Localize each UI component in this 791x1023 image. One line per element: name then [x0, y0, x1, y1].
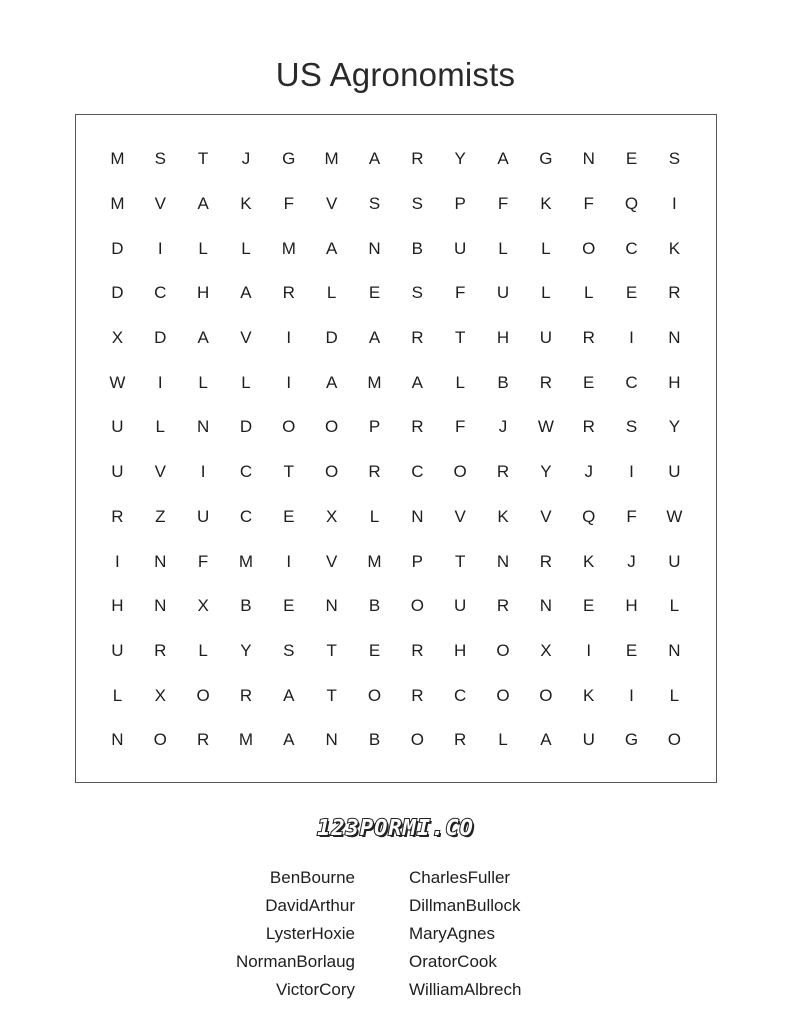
grid-cell[interactable]: S — [411, 194, 423, 214]
grid-cell[interactable]: L — [241, 238, 251, 258]
grid-cell[interactable]: R — [411, 640, 424, 660]
grid-cell[interactable]: D — [154, 328, 167, 348]
grid-cell[interactable]: A — [197, 194, 209, 214]
grid-cell[interactable]: P — [454, 194, 466, 214]
grid-cell[interactable]: O — [453, 462, 467, 482]
grid-cell[interactable]: S — [368, 194, 381, 214]
word-list-item: BenBourne — [269, 868, 355, 887]
grid-cell[interactable]: R — [411, 149, 424, 169]
grid-cell[interactable]: R — [454, 730, 467, 750]
grid-cell[interactable]: B — [497, 372, 509, 392]
grid-cell[interactable]: O — [667, 730, 681, 750]
grid-cell[interactable]: Y — [668, 417, 681, 437]
grid-cell[interactable]: I — [586, 640, 592, 660]
grid-cell[interactable]: H — [668, 372, 681, 392]
grid-cell[interactable]: V — [540, 506, 552, 526]
grid-cell[interactable]: R — [239, 685, 253, 705]
grid-cell[interactable]: I — [157, 372, 163, 392]
grid-cell[interactable]: X — [111, 328, 124, 348]
grid-cell[interactable]: M — [110, 149, 125, 169]
grid-cell[interactable]: V — [154, 462, 166, 482]
grid-cell[interactable]: E — [283, 506, 295, 526]
grid-cell[interactable]: H — [111, 596, 124, 616]
grid-cell[interactable]: M — [238, 551, 254, 571]
grid-cell[interactable]: H — [196, 283, 210, 303]
grid-cell[interactable]: A — [325, 372, 338, 392]
grid-cell[interactable]: N — [582, 149, 595, 169]
grid-cell[interactable]: I — [629, 328, 634, 348]
grid-cell[interactable]: U — [539, 328, 552, 348]
grid-cell[interactable]: D — [239, 417, 253, 437]
grid-cell[interactable]: N — [411, 506, 424, 526]
grid-cell[interactable]: O — [153, 730, 167, 750]
grid-cell[interactable]: R — [282, 283, 295, 303]
grid-cell[interactable]: J — [584, 462, 593, 482]
grid-cell[interactable]: S — [154, 149, 166, 169]
grid-cell[interactable]: F — [497, 194, 509, 214]
grid-cell[interactable]: O — [582, 238, 596, 258]
grid-cell[interactable]: N — [368, 238, 381, 258]
grid-cell[interactable]: L — [455, 372, 465, 392]
grid-cell[interactable]: U — [111, 417, 124, 437]
grid-cell[interactable]: L — [498, 238, 508, 258]
grid-cell[interactable]: L — [155, 417, 165, 437]
word-list-item: WilliamAlbrech — [409, 980, 522, 999]
word-list-item: DillmanBullock — [409, 896, 521, 915]
grid-cell[interactable]: H — [454, 640, 467, 660]
grid-cell[interactable]: A — [411, 372, 423, 392]
grid-cell[interactable]: R — [411, 685, 424, 705]
grid-cell[interactable]: L — [369, 506, 380, 526]
grid-cell[interactable]: X — [154, 685, 166, 705]
grid-cell[interactable]: A — [497, 149, 509, 169]
grid-cell[interactable]: N — [154, 596, 167, 616]
grid-cell[interactable]: P — [411, 551, 423, 571]
grid-cell[interactable]: L — [498, 730, 508, 750]
grid-cell[interactable]: K — [668, 238, 681, 258]
grid-cell[interactable]: O — [410, 730, 424, 750]
letter-grid — [96, 137, 696, 763]
grid-cell[interactable]: K — [540, 194, 552, 214]
grid-cell[interactable]: R — [539, 551, 552, 571]
grid-cell[interactable]: E — [368, 283, 381, 303]
grid-cell[interactable]: R — [154, 640, 167, 660]
grid-cell[interactable]: A — [540, 730, 552, 750]
grid-cell[interactable]: R — [582, 417, 595, 437]
grid-cell[interactable]: V — [325, 551, 338, 571]
grid-cell[interactable]: L — [241, 372, 251, 392]
grid-cell[interactable]: O — [496, 640, 510, 660]
grid-cell[interactable]: P — [368, 417, 381, 437]
grid-cell[interactable]: L — [541, 283, 551, 303]
grid-cell[interactable]: V — [325, 194, 338, 214]
grid-cell[interactable]: X — [540, 640, 552, 660]
grid-cell[interactable]: M — [367, 372, 382, 392]
grid-cell[interactable]: R — [111, 506, 124, 526]
grid-cell[interactable]: M — [238, 730, 254, 750]
grid-cell[interactable]: W — [109, 372, 126, 392]
grid-cell[interactable]: I — [157, 238, 163, 258]
grid-cell[interactable]: T — [454, 328, 466, 348]
grid-cell[interactable]: O — [325, 417, 339, 437]
grid-cell[interactable]: G — [282, 149, 296, 169]
grid-cell[interactable]: A — [283, 685, 295, 705]
grid-cell[interactable]: Y — [240, 640, 252, 660]
grid-cell[interactable]: I — [115, 551, 120, 571]
grid-cell[interactable]: L — [326, 283, 337, 303]
grid-cell[interactable]: V — [240, 328, 252, 348]
grid-cell[interactable]: C — [239, 462, 253, 482]
grid-cell[interactable]: R — [411, 417, 424, 437]
grid-cell[interactable]: L — [198, 238, 208, 258]
grid-cell[interactable]: I — [672, 194, 677, 214]
grid-cell[interactable]: F — [454, 283, 466, 303]
grid-cell[interactable]: R — [668, 283, 681, 303]
grid-cell[interactable]: Q — [582, 506, 596, 526]
grid-cell[interactable]: I — [200, 462, 206, 482]
grid-cell[interactable]: N — [668, 328, 681, 348]
grid-cell[interactable]: H — [625, 596, 638, 616]
grid-cell[interactable]: C — [625, 372, 638, 392]
grid-cell[interactable]: G — [624, 730, 639, 750]
grid-cell[interactable]: B — [240, 596, 252, 616]
grid-cell[interactable]: X — [325, 506, 338, 526]
word-list-item: MaryAgnes — [409, 924, 495, 943]
grid-cell[interactable]: D — [111, 238, 124, 258]
grid-cell[interactable]: R — [582, 328, 595, 348]
grid-cell[interactable]: N — [196, 417, 210, 437]
grid-cell[interactable]: E — [625, 149, 638, 169]
grid-cell[interactable]: L — [112, 685, 123, 705]
grid-cell[interactable]: T — [326, 640, 337, 660]
grid-cell[interactable]: L — [198, 372, 208, 392]
grid-cell[interactable]: R — [411, 328, 424, 348]
grid-cell[interactable]: R — [368, 462, 381, 482]
grid-cell[interactable]: T — [283, 462, 294, 482]
grid-cell[interactable]: C — [454, 685, 467, 705]
grid-cell[interactable]: F — [197, 551, 209, 571]
grid-cell[interactable]: N — [111, 730, 124, 750]
letter-grid-frame — [75, 114, 717, 783]
grid-cell[interactable]: B — [368, 596, 381, 616]
grid-cell[interactable]: B — [368, 730, 381, 750]
grid-cell[interactable]: D — [325, 328, 338, 348]
grid-cell[interactable]: F — [626, 506, 637, 526]
grid-cell[interactable]: L — [198, 640, 208, 660]
word-list-item: NormanBorlaug — [235, 952, 355, 971]
grid-cell[interactable]: E — [583, 596, 595, 616]
grid-cell[interactable]: O — [539, 685, 553, 705]
word-list-item: DavidArthur — [265, 896, 355, 915]
grid-cell[interactable]: U — [111, 640, 124, 660]
word-list-left-column — [236, 864, 355, 1004]
grid-cell[interactable]: O — [325, 462, 339, 482]
grid-cell[interactable]: R — [496, 462, 510, 482]
grid-cell[interactable]: M — [324, 149, 339, 169]
grid-cell[interactable]: Z — [155, 506, 166, 526]
grid-cell[interactable]: O — [410, 596, 424, 616]
grid-cell[interactable]: O — [196, 685, 210, 705]
grid-cell[interactable]: R — [496, 596, 510, 616]
grid-cell[interactable]: B — [411, 238, 423, 258]
grid-cell[interactable]: S — [283, 640, 295, 660]
grid-cell[interactable]: E — [283, 596, 295, 616]
grid-cell[interactable]: A — [283, 730, 295, 750]
grid-cell[interactable]: S — [625, 417, 638, 437]
grid-cell[interactable]: F — [454, 417, 466, 437]
grid-cell[interactable]: A — [368, 149, 381, 169]
grid-cell[interactable]: R — [196, 730, 210, 750]
grid-cell[interactable]: X — [197, 596, 209, 616]
grid-cell[interactable]: J — [241, 149, 251, 169]
puzzle-title: US Agronomists — [275, 56, 516, 93]
grid-cell[interactable]: U — [111, 462, 124, 482]
grid-cell[interactable]: U — [582, 730, 595, 750]
grid-cell[interactable]: Y — [540, 462, 552, 482]
grid-cell[interactable]: U — [668, 462, 681, 482]
grid-cell[interactable]: O — [282, 417, 296, 437]
grid-cell[interactable]: A — [368, 328, 381, 348]
grid-cell[interactable]: U — [454, 596, 467, 616]
grid-cell[interactable]: Q — [624, 194, 639, 214]
grid-cell[interactable]: K — [583, 551, 595, 571]
grid-cell[interactable]: M — [110, 194, 125, 214]
grid-cell[interactable]: K — [240, 194, 252, 214]
grid-cell[interactable]: N — [668, 640, 681, 660]
grid-cell[interactable]: W — [537, 417, 554, 437]
grid-cell[interactable]: T — [454, 551, 466, 571]
grid-cell[interactable]: M — [281, 238, 296, 258]
grid-cell[interactable]: I — [629, 462, 634, 482]
grid-cell[interactable]: M — [367, 551, 382, 571]
grid-cell[interactable]: I — [629, 685, 634, 705]
grid-cell[interactable]: T — [197, 149, 209, 169]
grid-cell[interactable]: L — [669, 685, 680, 705]
word-list-item: LysterHoxie — [265, 924, 355, 943]
grid-cell[interactable]: F — [283, 194, 294, 214]
grid-cell[interactable]: H — [496, 328, 510, 348]
grid-cell[interactable]: R — [539, 372, 552, 392]
grid-cell[interactable]: K — [497, 506, 509, 526]
grid-cell[interactable]: A — [325, 238, 338, 258]
grid-cell[interactable]: S — [668, 149, 681, 169]
word-list-item: CharlesFuller — [409, 868, 511, 887]
grid-cell[interactable]: I — [286, 551, 292, 571]
grid-cell[interactable]: I — [286, 372, 292, 392]
grid-cell[interactable]: A — [197, 328, 209, 348]
grid-cell[interactable]: N — [539, 596, 552, 616]
word-list-item: VictorCory — [275, 980, 355, 999]
grid-cell[interactable]: C — [239, 506, 253, 526]
grid-cell[interactable]: E — [625, 640, 638, 660]
grid-cell[interactable]: L — [541, 238, 551, 258]
grid-cell[interactable]: L — [669, 596, 680, 616]
grid-cell[interactable]: E — [368, 640, 381, 660]
grid-cell[interactable]: E — [583, 372, 595, 392]
grid-cell[interactable]: L — [583, 283, 594, 303]
grid-cell[interactable]: V — [154, 194, 166, 214]
grid-cell[interactable]: O — [496, 685, 510, 705]
grid-cell[interactable]: U — [668, 551, 681, 571]
word-list-item: OratorCook — [409, 952, 497, 971]
grid-cell[interactable]: T — [326, 685, 337, 705]
grid-cell[interactable]: I — [286, 328, 292, 348]
grid-cell[interactable]: J — [498, 417, 508, 437]
grid-cell[interactable]: N — [154, 551, 167, 571]
grid-cell[interactable]: Y — [454, 149, 466, 169]
grid-cell[interactable]: U — [196, 506, 210, 526]
grid-cell[interactable]: C — [625, 238, 638, 258]
grid-cell[interactable]: J — [627, 551, 636, 571]
grid-cell[interactable]: U — [454, 238, 467, 258]
grid-cell[interactable]: F — [583, 194, 594, 214]
grid-cell[interactable]: E — [625, 283, 638, 303]
grid-cell[interactable]: N — [496, 551, 510, 571]
grid-cell[interactable]: W — [666, 506, 683, 526]
word-list-right-column — [409, 864, 521, 1004]
grid-cell[interactable]: V — [454, 506, 466, 526]
grid-cell[interactable]: O — [367, 685, 382, 705]
grid-cell[interactable]: U — [496, 283, 510, 303]
grid-cell[interactable]: D — [111, 283, 124, 303]
grid-cell[interactable]: S — [411, 283, 423, 303]
grid-cell[interactable]: G — [539, 149, 553, 169]
grid-cell[interactable]: C — [411, 462, 424, 482]
grid-cell[interactable]: A — [240, 283, 252, 303]
grid-cell[interactable]: N — [325, 596, 338, 616]
site-logo: 123PORMI.CO — [317, 816, 474, 841]
grid-cell[interactable]: C — [154, 283, 167, 303]
grid-cell[interactable]: N — [325, 730, 338, 750]
grid-cell[interactable]: K — [583, 685, 595, 705]
